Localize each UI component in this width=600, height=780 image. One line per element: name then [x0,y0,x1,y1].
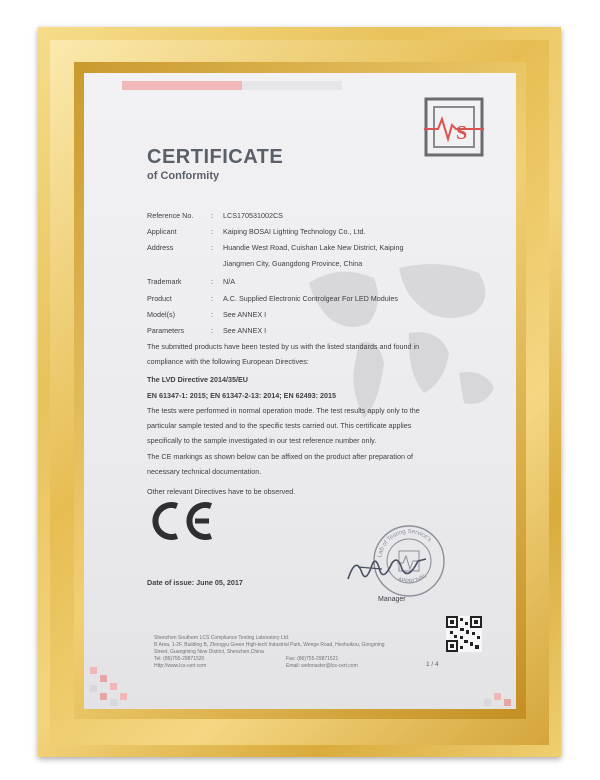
field-label: Trademark [147,277,182,286]
footer-address-1: B Area, 1-2F, Building B, Zhongyu Green High-tech Industrial Park, Wenge Road, Heshuikou, Gongming [154,642,385,648]
field-colon: : [211,211,213,220]
field-colon: : [211,243,213,252]
footer-tel: Tel: (86)755-29871520 [154,656,205,662]
certificate-subtitle: of Conformity [147,170,220,182]
field-value: Kaiping BOSAI Lighting Technology Co., Ltd. [223,227,366,236]
header-accent-bar [122,81,242,90]
field-value: Jiangmen City, Guangdong Province, China [223,259,363,268]
decorative-squares [84,653,516,709]
field-colon: : [211,227,213,236]
field-colon: : [211,326,213,335]
qr-code [446,616,482,652]
lcs-logo [422,95,486,159]
field-label: Address [147,243,174,252]
field-label: Reference No. [147,211,194,220]
field-value: LCS170531002CS [223,211,283,220]
footer-website: Http://www.lcs-cert.com [154,663,207,669]
test-conditions-paragraph: The tests were performed in normal operation mode. The test results apply only to the particular sample tested and to the specific tests carried out. This certificate applies specifically to the sample investigated in our test reference number only. [147,406,420,446]
stamp-bottom-text: APPROVAL [396,572,429,586]
footer-address-2: Street, Guangming New District, Shenzhen,China [154,649,264,655]
stamp-text: Lab of Testing Service's [377,528,433,558]
standards-line: EN 61347-1: 2015; EN 61347-2-13: 2014; EN 62493: 2015 [147,391,336,400]
header-accent-bar-grey [242,81,342,90]
field-value: Huandie West Road, Cuishan Lake New District, Kaiping [223,243,404,252]
field-colon: : [211,310,213,319]
other-directives-note: Other relevant Directives have to be observed. [147,487,296,496]
footer-fax: Fax: (86)755-29871521 [286,656,339,662]
footer-email: Email: webmaster@lcs-cert.com [286,663,358,669]
directive-line: The LVD Directive 2014/35/EU [147,375,248,384]
field-value: N/A [223,277,235,286]
svg-text:S: S [456,122,468,144]
field-value: See ANNEX I [223,310,267,319]
certificate-paper [84,73,516,709]
field-value: See ANNEX I [223,326,267,335]
field-colon: : [211,294,213,303]
field-colon: : [211,277,213,286]
field-label: Parameters [147,326,185,335]
signer-title: Manager [378,596,406,603]
field-label: Model(s) [147,310,175,319]
page-number: 1 / 4 [426,661,439,668]
tested-statement: The submitted products have been tested by us with the listed standards and found in compliance with the following European Directives: [147,342,420,367]
ce-mark-icon [147,500,219,542]
field-label: Applicant [147,227,177,236]
manager-signature [342,551,432,587]
certificate-title: CERTIFICATE [147,146,284,168]
field-label: Product [147,294,172,303]
field-value: A.C. Supplied Electronic Controlgear For LED Modules [223,294,398,303]
ce-marking-paragraph: The CE markings as shown below can be affixed on the product after preparation of necessary technical documentation. [147,452,413,477]
date-of-issue: Date of issue: June 05, 2017 [147,578,243,587]
footer-company: Shenzhen Southern LCS Compliance Testing Laboratory Ltd. [154,635,290,641]
